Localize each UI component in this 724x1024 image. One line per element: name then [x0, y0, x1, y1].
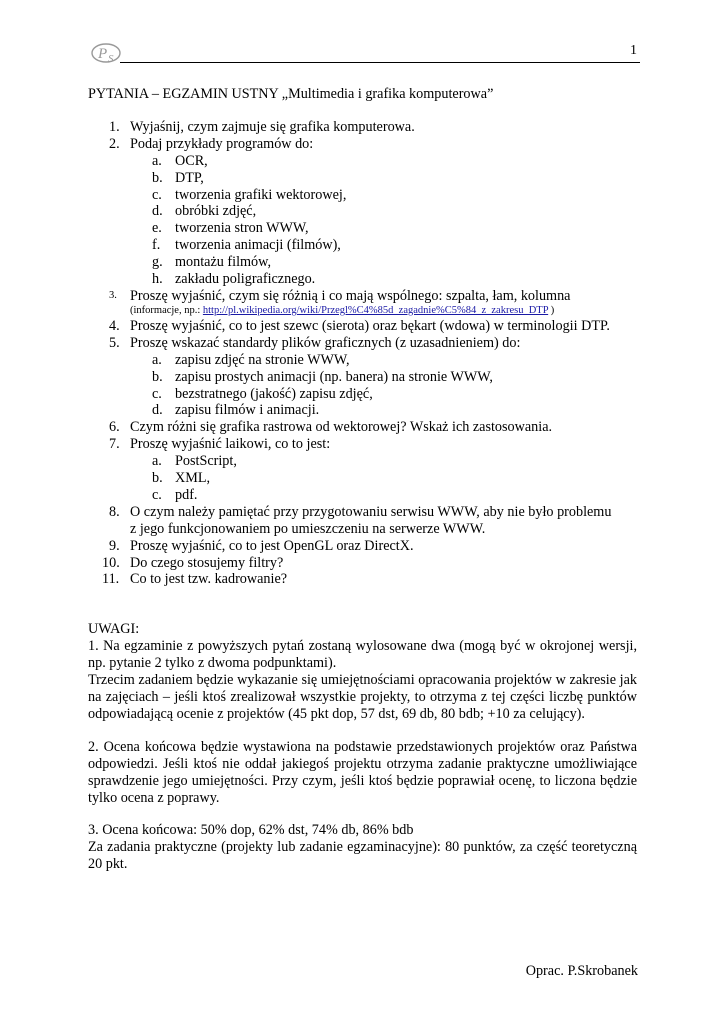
question-3: [88, 288, 637, 305]
list-item: d. zapisu filmów i animacji.: [152, 402, 320, 419]
header-rule: [120, 62, 640, 63]
question-number: 1.: [109, 118, 120, 135]
question-text: Proszę wyjaśnić, co to jest szewc (sierota) oraz bękart (wdowa) w terminologii DTP.: [130, 317, 610, 334]
question-text: Czym różni się grafika rastrowa od wektorowej? Wskaż ich zastosowania.: [130, 419, 553, 436]
question-text: Podaj przykłady programów do:: [130, 135, 314, 152]
question-6: [88, 419, 637, 436]
question-continuation: z jego funkcjonowaniem po umieszczeniu na serwerze WWW.: [130, 520, 486, 537]
question-5: [88, 335, 637, 352]
list-item: b. XML,: [152, 470, 211, 487]
question-4: [88, 318, 637, 335]
reference-note: (informacje, np.: http://pl.wikipedia.org/wiki/Przegl%C4%85d_zagadnie%C5%84_z_zakresu_DTP ): [130, 304, 555, 316]
svg-text:S: S: [108, 53, 114, 65]
question-number: 11.: [102, 571, 120, 588]
question-text: Proszę wyjaśnić, co to jest OpenGL oraz DirectX.: [130, 537, 414, 554]
list-item: h. zakładu poligraficznego.: [152, 271, 316, 288]
question-1: [88, 119, 637, 136]
list-item: f. tworzenia animacji (filmów),: [152, 237, 341, 254]
question-text: Proszę wyjaśnić, czym się różnią i co mają wspólnego: szpalta, łam, kolumna: [130, 287, 571, 304]
remark-3-detail: Za zadania praktyczne (projekty lub zadanie egzaminacyjne): 80 punktów, za część teoretyczną 20 pkt.: [88, 839, 637, 873]
question-text: Proszę wskazać standardy plików graficznych (z uzasadnieniem) do:: [130, 334, 521, 351]
list-item: b. zapisu prostych animacji (np. banera) na stronie WWW,: [152, 368, 493, 385]
question-text: Do czego stosujemy filtry?: [130, 554, 284, 571]
question-text: Wyjaśnij, czym zajmuje się grafika komputerowa.: [130, 118, 415, 135]
question-number: 10.: [102, 554, 120, 571]
wikipedia-link[interactable]: http://pl.wikipedia.org/wiki/Przegl%C4%85d_zagadnie%C5%84_z_zakresu_DTP: [202, 304, 549, 316]
question-2: [88, 136, 637, 153]
page-title: PYTANIA – EGZAMIN USTNY „Multimedia i grafika komputerowa”: [88, 86, 494, 102]
question-7: [88, 436, 637, 453]
list-item: a. PostScript,: [152, 453, 237, 470]
question-text: O czym należy pamiętać przy przygotowaniu serwisu WWW, aby nie było problemu: [130, 503, 612, 520]
question-11: [88, 571, 637, 588]
remarks-section: [88, 621, 637, 873]
document-body: [88, 86, 637, 873]
question-number: 9.: [109, 537, 120, 554]
page-number: 1: [630, 43, 637, 58]
list-item: e. tworzenia stron WWW,: [152, 220, 309, 237]
list-item: c. tworzenia grafiki wektorowej,: [152, 186, 347, 203]
list-item: c. bezstratnego (jakość) zapisu zdjęć,: [152, 385, 373, 402]
list-item: d. obróbki zdjęć,: [152, 203, 257, 220]
remark-3-paragraph: 3. Ocena końcowa: 50% dop, 62% dst, 74% db, 86% bdb: [88, 822, 414, 839]
list-item: c. pdf.: [152, 486, 198, 503]
question-number: 3.: [109, 289, 117, 301]
question-10: [88, 555, 637, 572]
remark-2-paragraph: 2. Ocena końcowa będzie wystawiona na podstawie przedstawionych projektów oraz Państwa odpowiedzi. Jeśli ktoś nie oddał jakiegoś projektu otrzyma zadanie praktyczne umożliwiające sprawdzenie jego umiejętności. Przy czym, jeśli ktoś będzie poprawiał ocenę, to liczona będzie tylko ocena z poprawy.: [88, 738, 637, 806]
author-footer: Oprac. P.Skrobanek: [525, 963, 638, 979]
question-list: [88, 119, 637, 588]
remark-1-detail: Trzecim zadaniem będzie wykazanie się umiejętnościami opracowania projektów w zakresie jak na zajęciach – jeśli ktoś zrealizował wszystkie projekty, to otrzyma z tej części liczbę punktów odpowiadającą ocenie z projektów (45 pkt dop, 57 dst, 69 db, 80 bdb; +10 za celujący).: [88, 672, 637, 722]
question-9: [88, 538, 637, 555]
list-item: a. zapisu zdjęć na stronie WWW,: [152, 351, 350, 368]
list-item: b. DTP,: [152, 169, 204, 186]
question-number: 2.: [109, 135, 120, 152]
svg-text:P: P: [98, 46, 108, 62]
question-text: Proszę wyjaśnić laikowi, co to jest:: [130, 436, 331, 453]
list-item: g. montażu filmów,: [152, 254, 272, 271]
question-text: Co to jest tzw. kadrowanie?: [130, 571, 288, 588]
question-number: 8.: [109, 503, 120, 520]
question-number: 5.: [109, 334, 120, 351]
question-number: 6.: [109, 419, 120, 436]
remark-1-paragraph: 1. Na egzaminie z powyższych pytań zostaną wylosowane dwa (mogą być w okrojonej wersji, np. pytanie 2 tylko z dwoma podpunktami).: [88, 638, 637, 672]
remarks-heading: UWAGI:: [88, 621, 140, 638]
question-8: [88, 504, 637, 521]
list-item: a. OCR,: [152, 152, 208, 169]
question-number: 7.: [109, 436, 120, 453]
question-number: 4.: [109, 317, 120, 334]
